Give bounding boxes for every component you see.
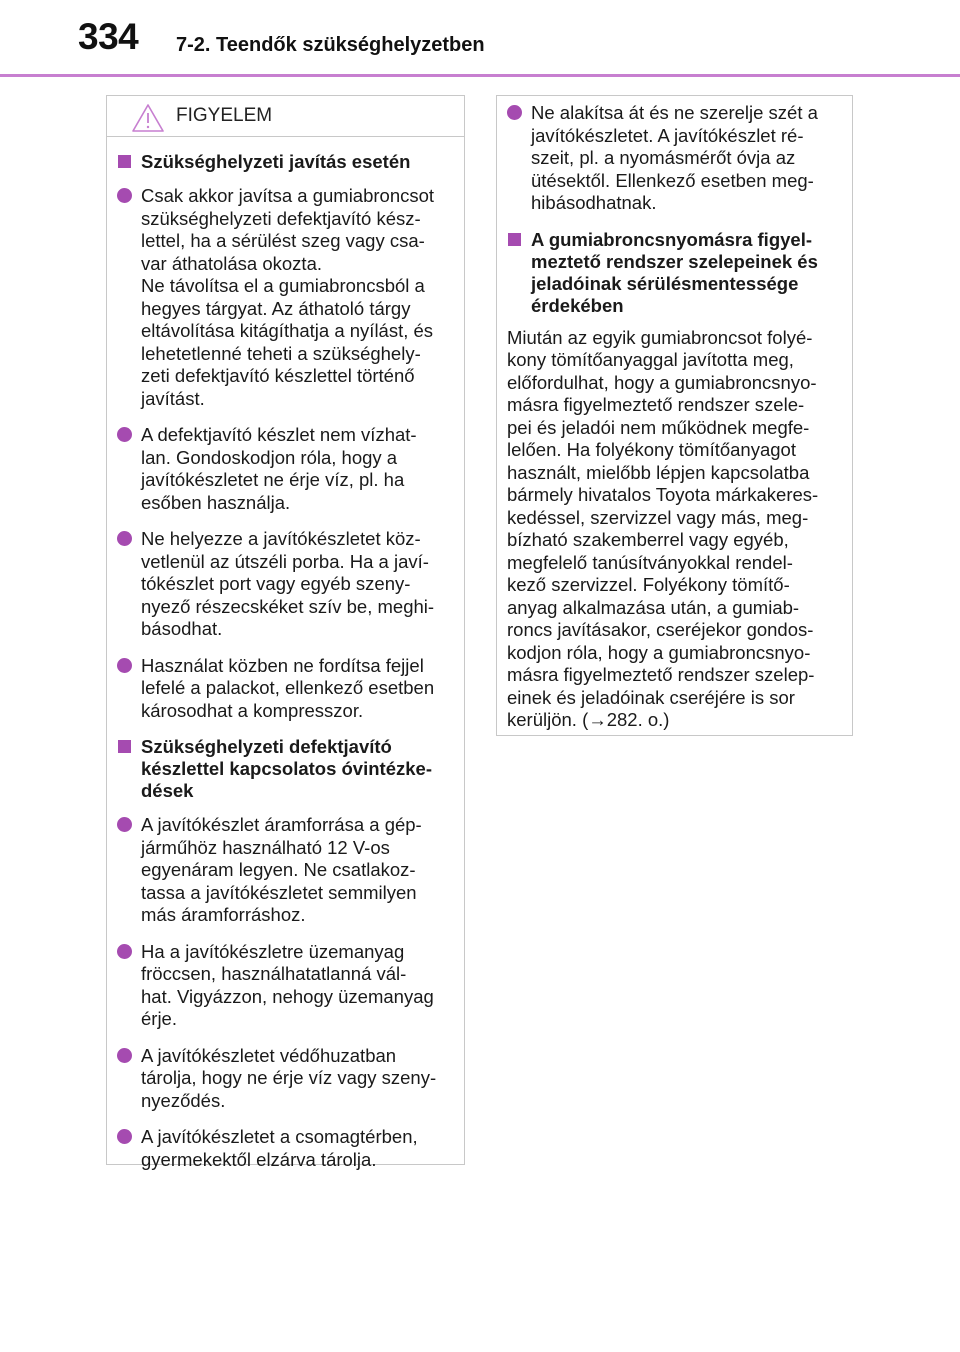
text-line: meztető rendszer szelepeinek és [531, 250, 818, 272]
text-line: kony tömítőanyaggal javította meg, [507, 349, 794, 370]
text-line: használt, mielőbb lépjen kapcsolatba [507, 461, 810, 483]
text-line: esőben használja. [141, 491, 291, 513]
text-line: eltávolítása kitágíthatja a nyílást, és [141, 320, 434, 341]
warning-triangle-icon [131, 103, 165, 133]
text-line: A javítókészletet a csomagtérben, [141, 1126, 418, 1147]
text-line: var áthatolása okozta. [141, 252, 322, 274]
list-item [117, 1126, 454, 1171]
text-line: anyag alkalmazása után, a gumiab- [507, 596, 800, 618]
text-line: megfelelő tanúsítványokkal rendel- [507, 551, 793, 573]
text-line: nyeződés. [141, 1089, 226, 1111]
text-line: lelően. Ha folyékony tömítőanyagot [507, 439, 796, 460]
list-item [117, 424, 454, 514]
text-line: jeladóinak sérülésmentessége [531, 272, 799, 294]
text-line: kerüljön. (→282. o.) [507, 709, 670, 730]
text-line: einek és jeladóinak cseréjére is sor [507, 686, 795, 708]
text-line: Ne helyezze a javítókészletet köz- [141, 528, 421, 549]
round-bullet-icon [117, 1048, 132, 1063]
text-line: készlettel kapcsolatos óvintézke- [141, 758, 432, 779]
list-item [117, 814, 454, 927]
text-line: Ha a javítókészletre üzemanyag [141, 940, 405, 962]
text-line: javítókészletet. A javítókészlet ré- [531, 124, 804, 146]
text-line: Ne távolítsa el a gumiabroncsból a [141, 275, 425, 296]
text-line: bízható szakemberrel vagy egyéb, [507, 529, 789, 550]
text-line: kedéssel, szervizzel vagy más, meg- [507, 506, 809, 528]
warning-header [107, 96, 464, 137]
warning-label: FIGYELEM [176, 105, 273, 126]
text-line: pei és jeladói nem működnek megfe- [507, 416, 810, 438]
round-bullet-icon [117, 658, 132, 673]
list-item [507, 102, 842, 215]
text-line: kező szervizzel. Folyékony tömítő- [507, 574, 790, 595]
text-line: A javítókészletet védőhuzatban [141, 1044, 397, 1066]
warning-box-right [496, 95, 853, 736]
text-line: járműhöz használható 12 V-os [141, 836, 390, 858]
text-line: érje. [141, 1008, 177, 1029]
text-line: A defektjavító készlet nem vízhat- [141, 424, 417, 445]
round-bullet-icon [117, 427, 132, 442]
section-heading [117, 736, 454, 802]
text-line: károsodhat a kompresszor. [141, 699, 364, 721]
square-bullet-icon [118, 155, 131, 168]
text-line: Használat közben ne fordítsa fejjel [141, 654, 424, 676]
list-item [117, 1045, 454, 1113]
text-line: kodjon róla, hogy a gumiabroncsnyo- [507, 641, 811, 663]
text-line: szükséghelyzeti defektjavító kész- [141, 207, 421, 229]
round-bullet-icon [117, 531, 132, 546]
text-line: más áramforráshoz. [141, 904, 306, 925]
text-line: A javítókészlet áramforrása a gép- [141, 814, 422, 835]
text-line: zeti defektjavító készlettel történő [141, 365, 415, 386]
text-line: nyező részecskéket szív be, meghi- [141, 595, 435, 617]
header-rule [0, 74, 960, 77]
text-line: másra figyelmeztető rendszer szele- [507, 394, 805, 415]
round-bullet-icon [117, 1129, 132, 1144]
text-line: Szükséghelyzeti javítás esetén [141, 151, 411, 172]
text-line: lefelé a palackot, ellenkező esetben [141, 677, 435, 698]
text-line: előfordulhat, hogy a gumiabroncsnyo- [507, 371, 817, 393]
text-line: básodhat. [141, 618, 223, 639]
text-line: Szükséghelyzeti defektjavító [141, 736, 392, 757]
text-line: hibásodhatnak. [531, 192, 657, 213]
text-line: Miután az egyik gumiabroncsot folyé- [507, 326, 813, 348]
page-header [0, 0, 960, 80]
text-line: vetlenül az útszéli porba. Ha a javí- [141, 550, 429, 572]
list-item [117, 941, 454, 1031]
square-bullet-icon [508, 233, 521, 246]
text-line: A gumiabroncsnyomásra figyel- [531, 228, 812, 250]
text-line: ütésektől. Ellenkező esetben meg- [531, 169, 814, 191]
square-bullet-icon [118, 740, 131, 753]
text-line: dések [141, 780, 194, 801]
round-bullet-icon [117, 188, 132, 203]
text-line: fröccsen, használhatatlanná vál- [141, 963, 407, 984]
round-bullet-icon [507, 105, 522, 120]
text-line: lan. Gondoskodjon róla, hogy a [141, 446, 398, 468]
section-heading [507, 229, 842, 317]
text-line: tassa a javítókészletet semmilyen [141, 881, 417, 903]
list-item [117, 185, 454, 410]
round-bullet-icon [117, 817, 132, 832]
warning-box-left [106, 95, 465, 1170]
text-line: hat. Vigyázzon, nehogy üzemanyag [141, 985, 434, 1007]
text-line: Ne alakítsa át és ne szerelje szét a [531, 102, 818, 123]
body-paragraph [507, 327, 842, 732]
text-line: Csak akkor javítsa a gumiabroncsot [141, 185, 435, 206]
list-item [117, 528, 454, 641]
page-number: 334 [78, 16, 139, 57]
text-line: másra figyelmeztető rendszer szelep- [507, 664, 815, 685]
text-line: hegyes tárgyat. Az áthatoló tárgy [141, 297, 411, 319]
text-line: bármely hivatalos Toyota márkakeres- [507, 484, 819, 505]
section-heading [117, 151, 454, 173]
text-line: tókészlet port vagy egyéb szeny- [141, 573, 411, 594]
round-bullet-icon [117, 944, 132, 959]
text-line: javítást. [141, 387, 205, 409]
text-line: egyenáram legyen. Ne csatlakoz- [141, 859, 416, 880]
text-line: javítókészletet ne érje víz, pl. ha [141, 469, 405, 490]
list-item [117, 655, 454, 723]
text-line: lettel, ha a sérülést szeg vagy csa- [141, 230, 425, 251]
text-line: gyermekektől elzárva tárolja. [141, 1148, 377, 1170]
section-title: 7-2. Teendők szükséghelyzetben [176, 34, 485, 56]
text-line: roncs javításakor, cseréjekor gondos- [507, 619, 814, 640]
text-line: lehetetlenné teheti a szükséghely- [141, 342, 421, 364]
text-line: érdekében [531, 294, 624, 316]
text-line: szeit, pl. a nyomásmérőt óvja az [531, 147, 796, 168]
text-line: tárolja, hogy ne érje víz vagy szeny- [141, 1067, 437, 1088]
